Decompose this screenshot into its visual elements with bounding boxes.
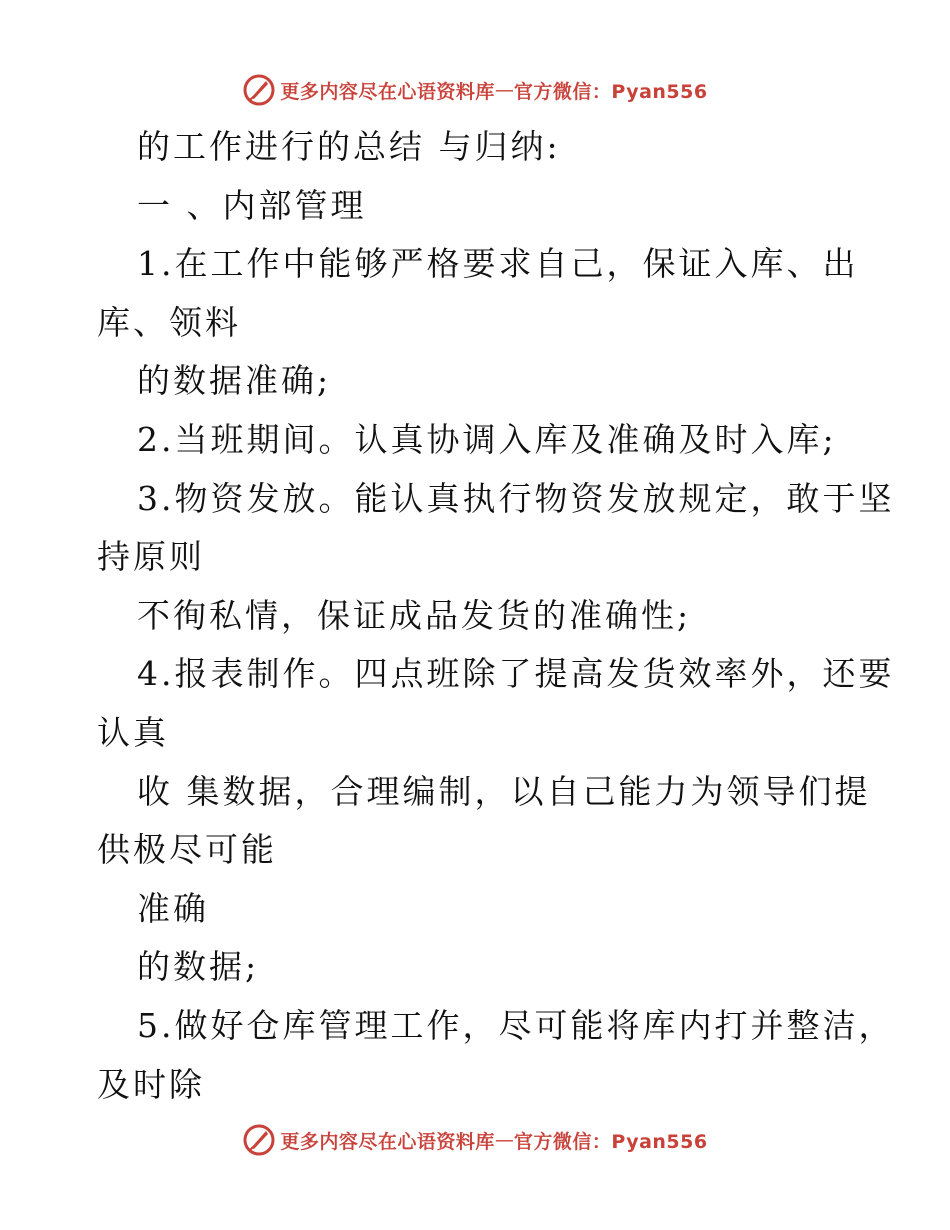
text-line: 的数据; <box>137 947 260 987</box>
text-line: 一 、内部管理 <box>137 185 367 225</box>
text-line: 准确 <box>137 888 209 928</box>
text-line: 5.做好仓库管理工作，尽可能将库内打并整洁， <box>137 1005 895 1045</box>
text-line: 供极尽可能 <box>97 830 277 870</box>
watermark-wechat-text: 官方微信：Pyan556 <box>513 80 708 103</box>
text-line: 及时除 <box>97 1064 205 1104</box>
text-line: 持原则 <box>97 537 205 577</box>
feather-pen-logo-icon <box>242 1123 276 1157</box>
watermark-site-text: 更多内容尽在心语资料库 <box>280 80 495 103</box>
feather-pen-logo-icon <box>242 73 276 107</box>
watermark-wechat-text: 官方微信：Pyan556 <box>513 1130 708 1153</box>
header-watermark <box>0 70 950 110</box>
footer-watermark <box>0 1120 950 1160</box>
text-line: 3.物资发放。能认真执行物资发放规定，敢于坚 <box>137 478 895 518</box>
text-line: 1.在工作中能够严格要求自己，保证入库、出 <box>137 244 859 284</box>
watermark-site-text: 更多内容尽在心语资料库 <box>280 1130 495 1153</box>
watermark-separator: — <box>494 79 514 101</box>
text-line: 不徇私情，保证成品发货的准确性; <box>137 595 692 635</box>
text-line: 认真 <box>97 712 169 752</box>
text-line: 2.当班期间。认真协调入库及准确及时入库; <box>137 419 837 459</box>
text-line: 的数据准确; <box>137 361 332 401</box>
text-line: 的工作进行的总结 与归纳: <box>137 127 561 166</box>
text-line: 4.报表制作。四点班除了提高发货效率外，还要 <box>137 654 895 694</box>
watermark-separator: — <box>494 1129 514 1151</box>
document-body <box>97 118 895 1114</box>
text-line: 收 集数据，合理编制，以自己能力为领导们提 <box>137 771 871 811</box>
text-line: 库、领料 <box>97 302 241 342</box>
